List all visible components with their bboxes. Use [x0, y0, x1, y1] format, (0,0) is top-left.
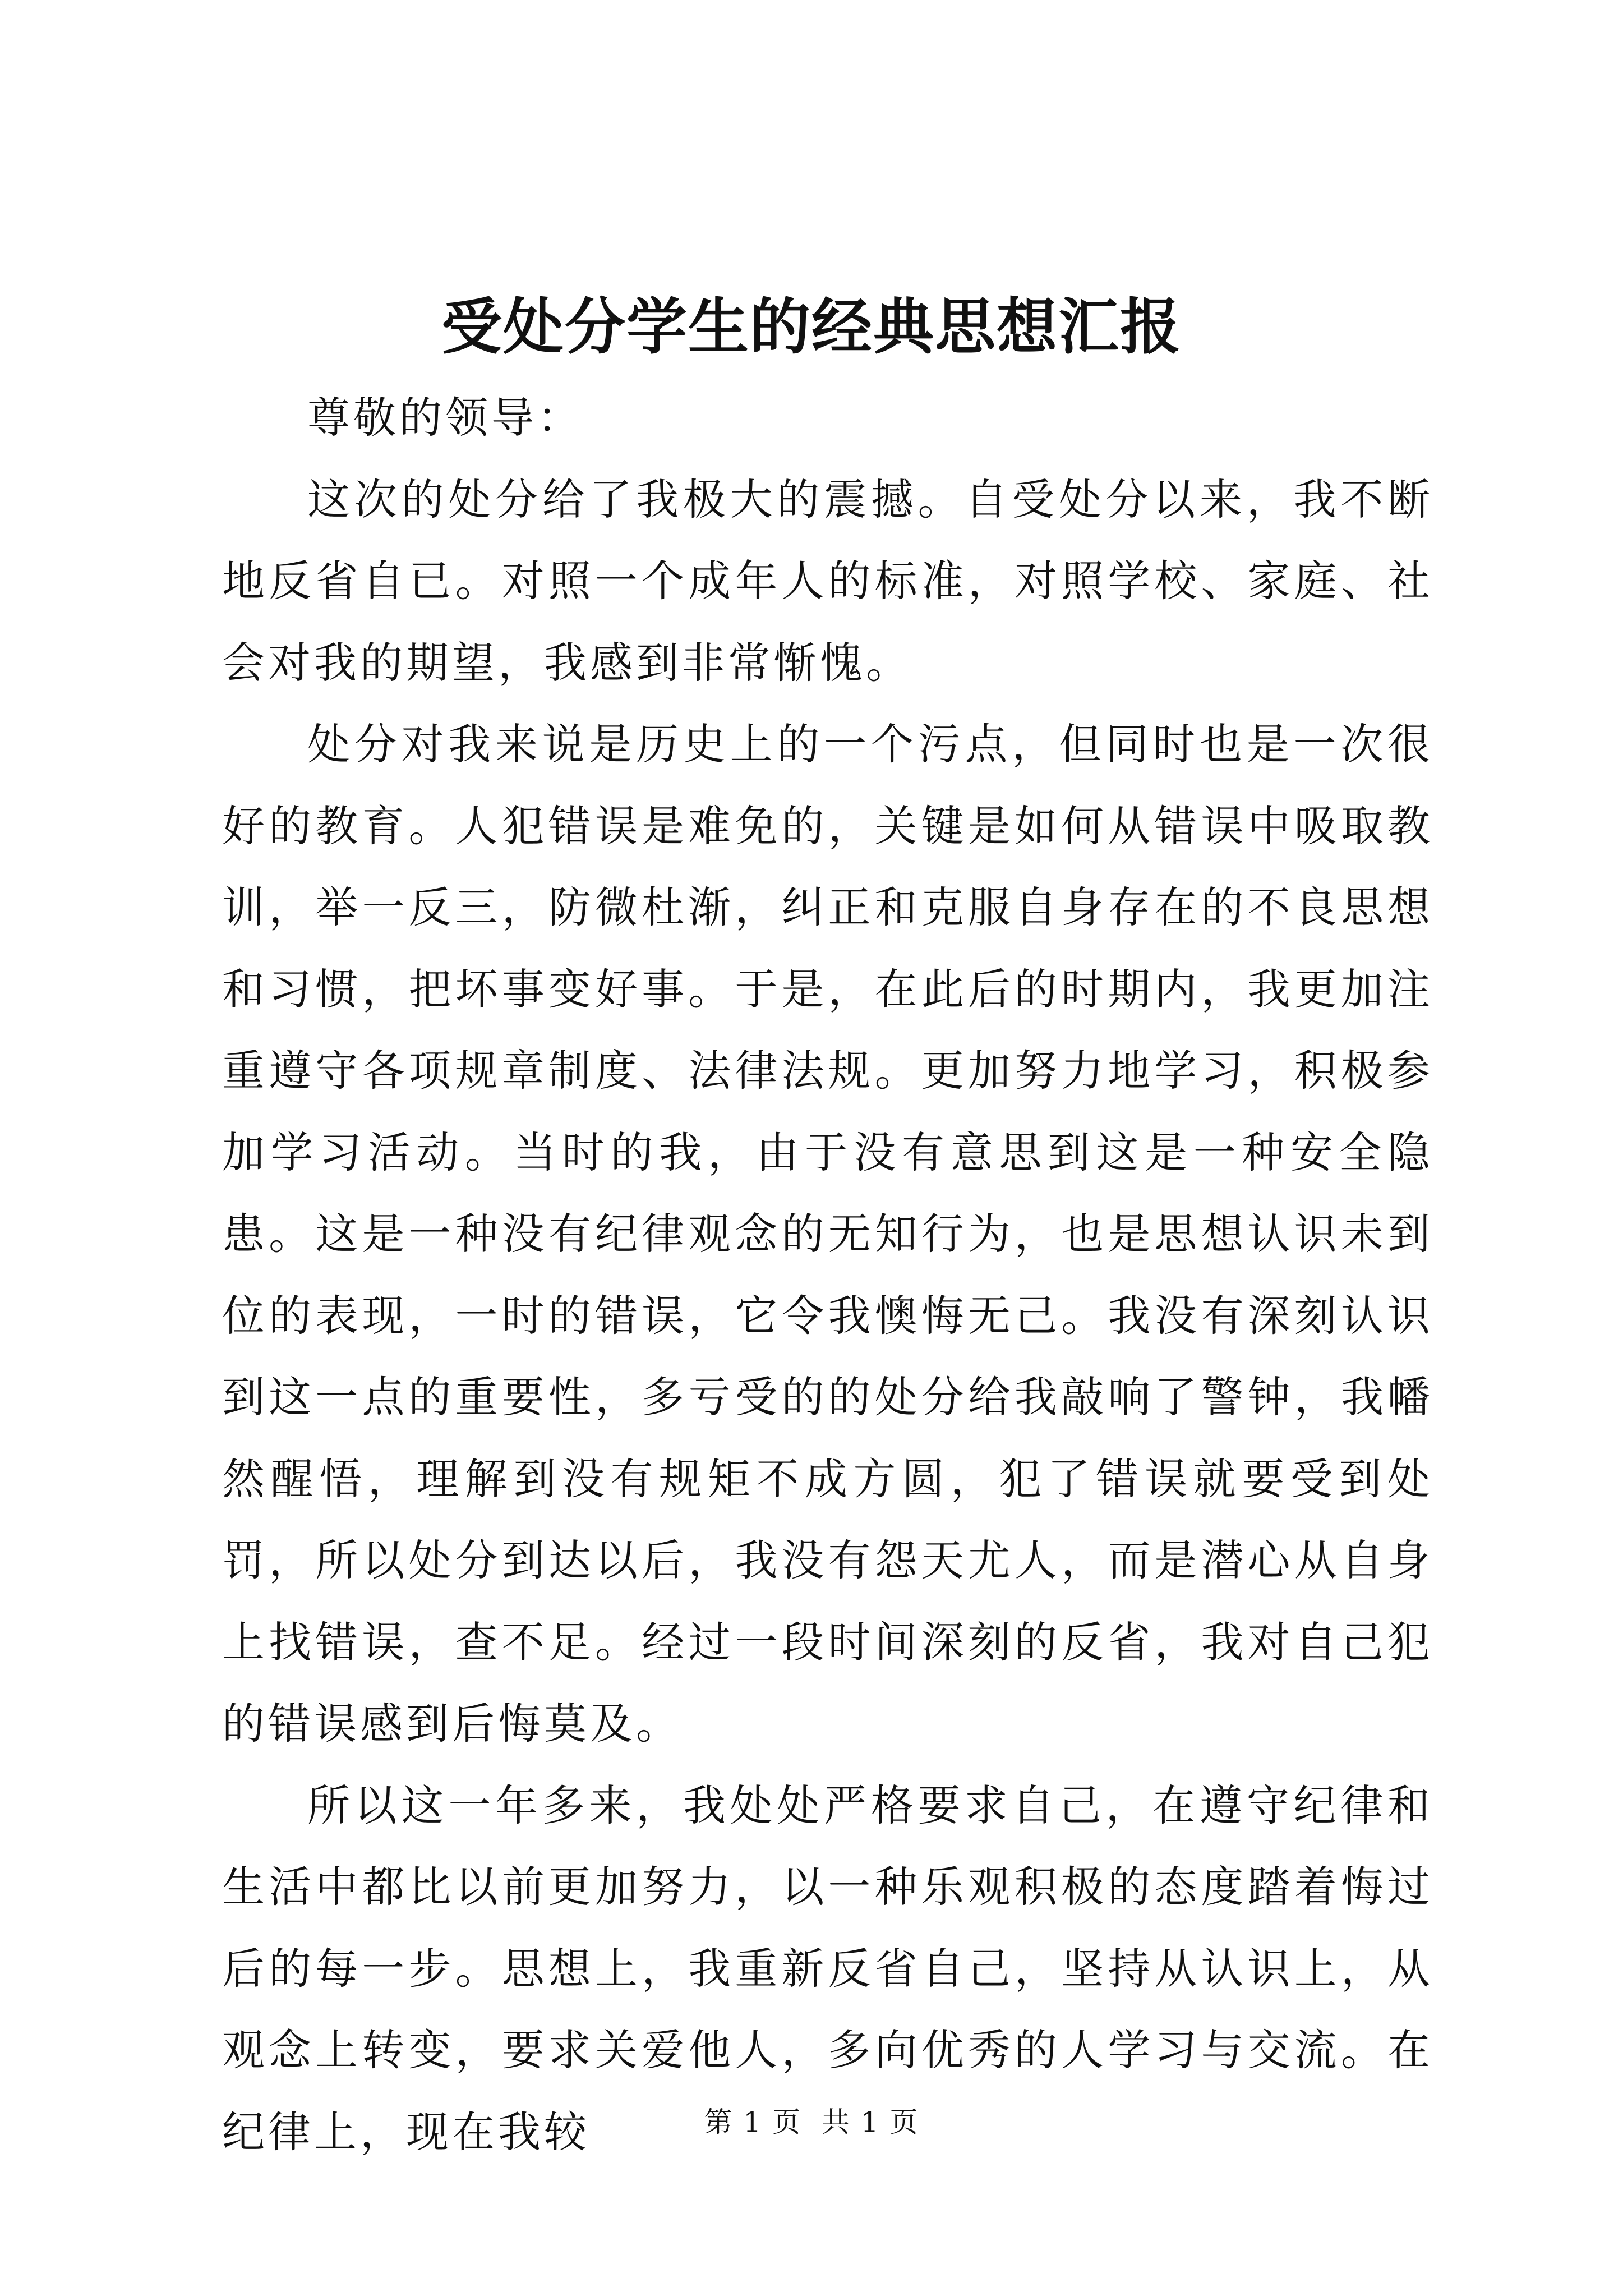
paragraph-3: 所以这一年多来，我处处严格要求自己，在遵守纪律和生活中都比以前更加努力，以一种乐观积极的态度踏着悔过后的每一步。思想上，我重新反省自己，坚持从认识上，从观念上转变，要求关爱他人，多向优秀的人学习与交流。在纪律上，现在我较	[222, 1780, 1433, 2157]
paragraph-1: 这次的处分给了我极大的震撼。自受处分以来，我不断地反省自已。对照一个成年人的标准，对照学校、家庭、社会对我的期望，我感到非常惭愧。	[222, 474, 1433, 688]
document-body	[222, 377, 1433, 2173]
page-number: 第 1 页 共 1 页	[704, 2106, 919, 2138]
paragraph-2: 处分对我来说是历史上的一个污点，但同时也是一次很好的教育。人犯错误是难免的，关键是如何从错误中吸取教训，举一反三，防微杜渐，纠正和克服自身存在的不良思想和习惯，把坏事变好事。于是，在此后的时期内，我更加注重遵守各项规章制度、法律法规。更加努力地学习，积极参加学习活动。当时的我，由于没有意思到这是一种安全隐患。这是一种没有纪律观念的无知行为，也是思想认识未到位的表现，一时的错误，它令我懊悔无己。我没有深刻认识到这一点的重要性，多亏受的的处分给我敲响了警钟，我幡然醒悟，理解到没有规矩不成方圆，犯了错误就要受到处罚，所以处分到达以后，我没有怨天尤人，而是潜心从自身上找错误，查不足。经过一段时间深刻的反省，我对自己犯的错误感到后悔莫及。	[222, 719, 1433, 1749]
salutation: 尊敬的领导：	[307, 393, 583, 443]
page-footer	[0, 2102, 1623, 2142]
document-title: 受处分学生的经典思想汇报	[441, 292, 1182, 362]
